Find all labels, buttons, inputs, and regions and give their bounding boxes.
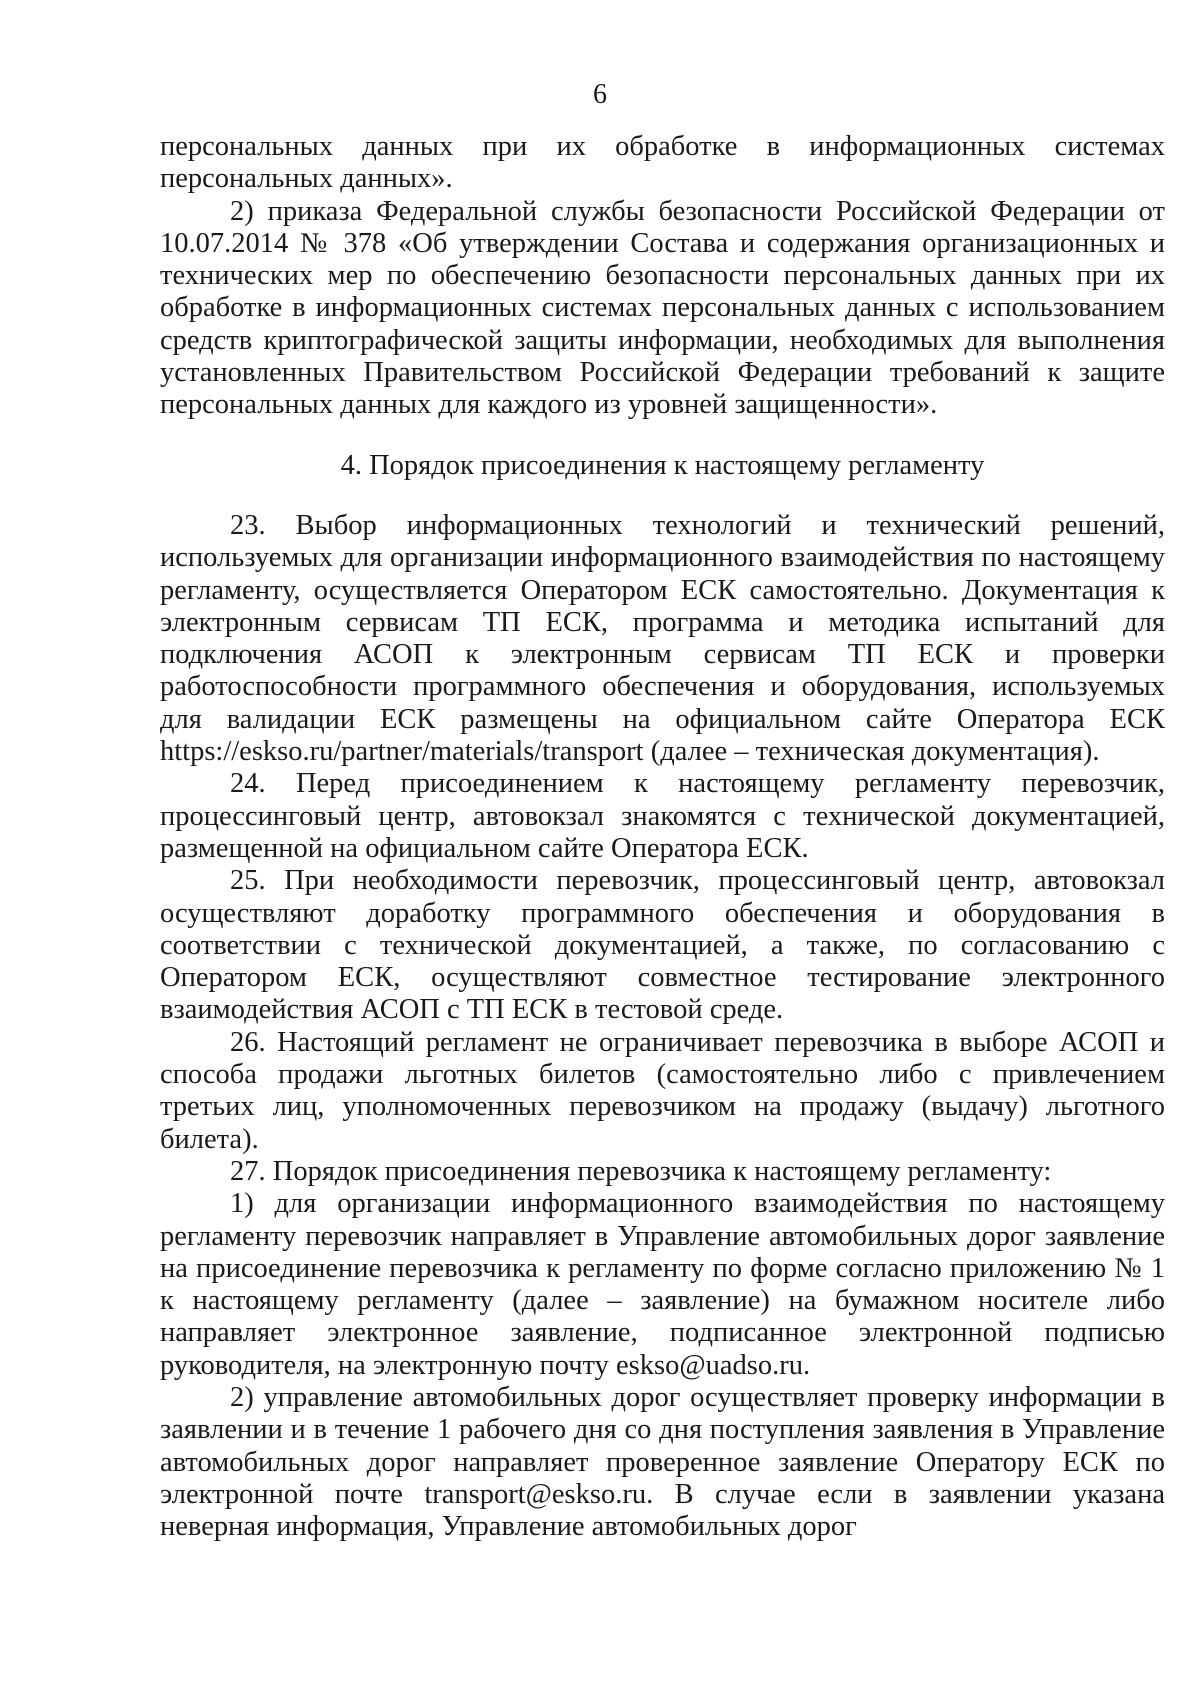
paragraph-fsb-order: 2) приказа Федеральной службы безопасности Российской Федерации от 10.07.2014 № 378 «Об утверждении Состава и содержания организационных и технических мер по обеспечению безопасности персональных данных при их обработке в информационных системах персональных данных с использованием средств криптографической защиты информации, необходимых для выполнения установленных Правительством Российской Федерации требований к защите персональных данных для каждого из уровней защищенности». (160, 195, 1165, 421)
paragraph-25: 25. При необходимости перевозчик, процессинговый центр, автовокзал осуществляют доработку программного обеспечения и оборудования в соответствии с технической документацией, а также, по согласованию с Оператором ЕСК, осуществляют совместное тестирование электронного взаимодействия АСОП с ТП ЕСК в тестовой среде. (160, 865, 1165, 1026)
paragraph-23: 23. Выбор информационных технологий и технический решений, используемых для организации информационного взаимодействия по настоящему регламенту, осуществляется Оператором ЕСК самостоятельно. Документация к электронным сервисам ТП ЕСК, программа и методика испытаний для подключения АСОП к электронным сервисам ТП ЕСК и проверки работоспособности программного обеспечения и оборудования, используемых для валидации ЕСК размещены на официальном сайте Оператора ЕСК https://eskso.ru/partner/materials/transport (далее – техническая документация). (160, 509, 1165, 768)
section-heading: 4. Порядок присоединения к настоящему регламенту (340, 449, 985, 481)
paragraph-continuation: персональных данных при их обработке в информационных системах персональных данных». (160, 131, 1165, 195)
paragraph-27: 27. Порядок присоединения перевозчика к настоящему регламенту: (230, 1155, 1052, 1187)
page-number: 6 (593, 79, 607, 110)
document-body (160, 131, 1165, 1543)
paragraph-27-item-1: 1) для организации информационного взаимодействия по настоящему регламенту перевозчик направляет в Управление автомобильных дорог заявление на присоединение перевозчика к регламенту по форме согласно приложению № 1 к настоящему регламенту (далее – заявление) на бумажном носителе либо направляет электронное заявление, подписанное электронной подписью руководителя, на электронную почту eskso@uadso.ru. (160, 1188, 1165, 1381)
paragraph-27-item-2: 2) управление автомобильных дорог осуществляет проверку информации в заявлении и в течение 1 рабочего дня со дня поступления заявления в Управление автомобильных дорог направляет проверенное заявление Оператору ЕСК по электронной почте transport@eskso.ru. В случае если в заявлении указана неверная информация, Управление автомобильных дорог (160, 1381, 1165, 1543)
paragraph-26: 26. Настоящий регламент не ограничивает перевозчика в выборе АСОП и способа продажи льготных билетов (самостоятельно либо с привлечением третьих лиц, уполномоченных перевозчиком на продажу (выдачу) льготного билета). (160, 1026, 1165, 1155)
paragraph-24: 24. Перед присоединением к настоящему регламенту перевозчик, процессинговый центр, автовокзал знакомятся с технической документацией, размещенной на официальном сайте Оператора ЕСК. (160, 768, 1165, 864)
